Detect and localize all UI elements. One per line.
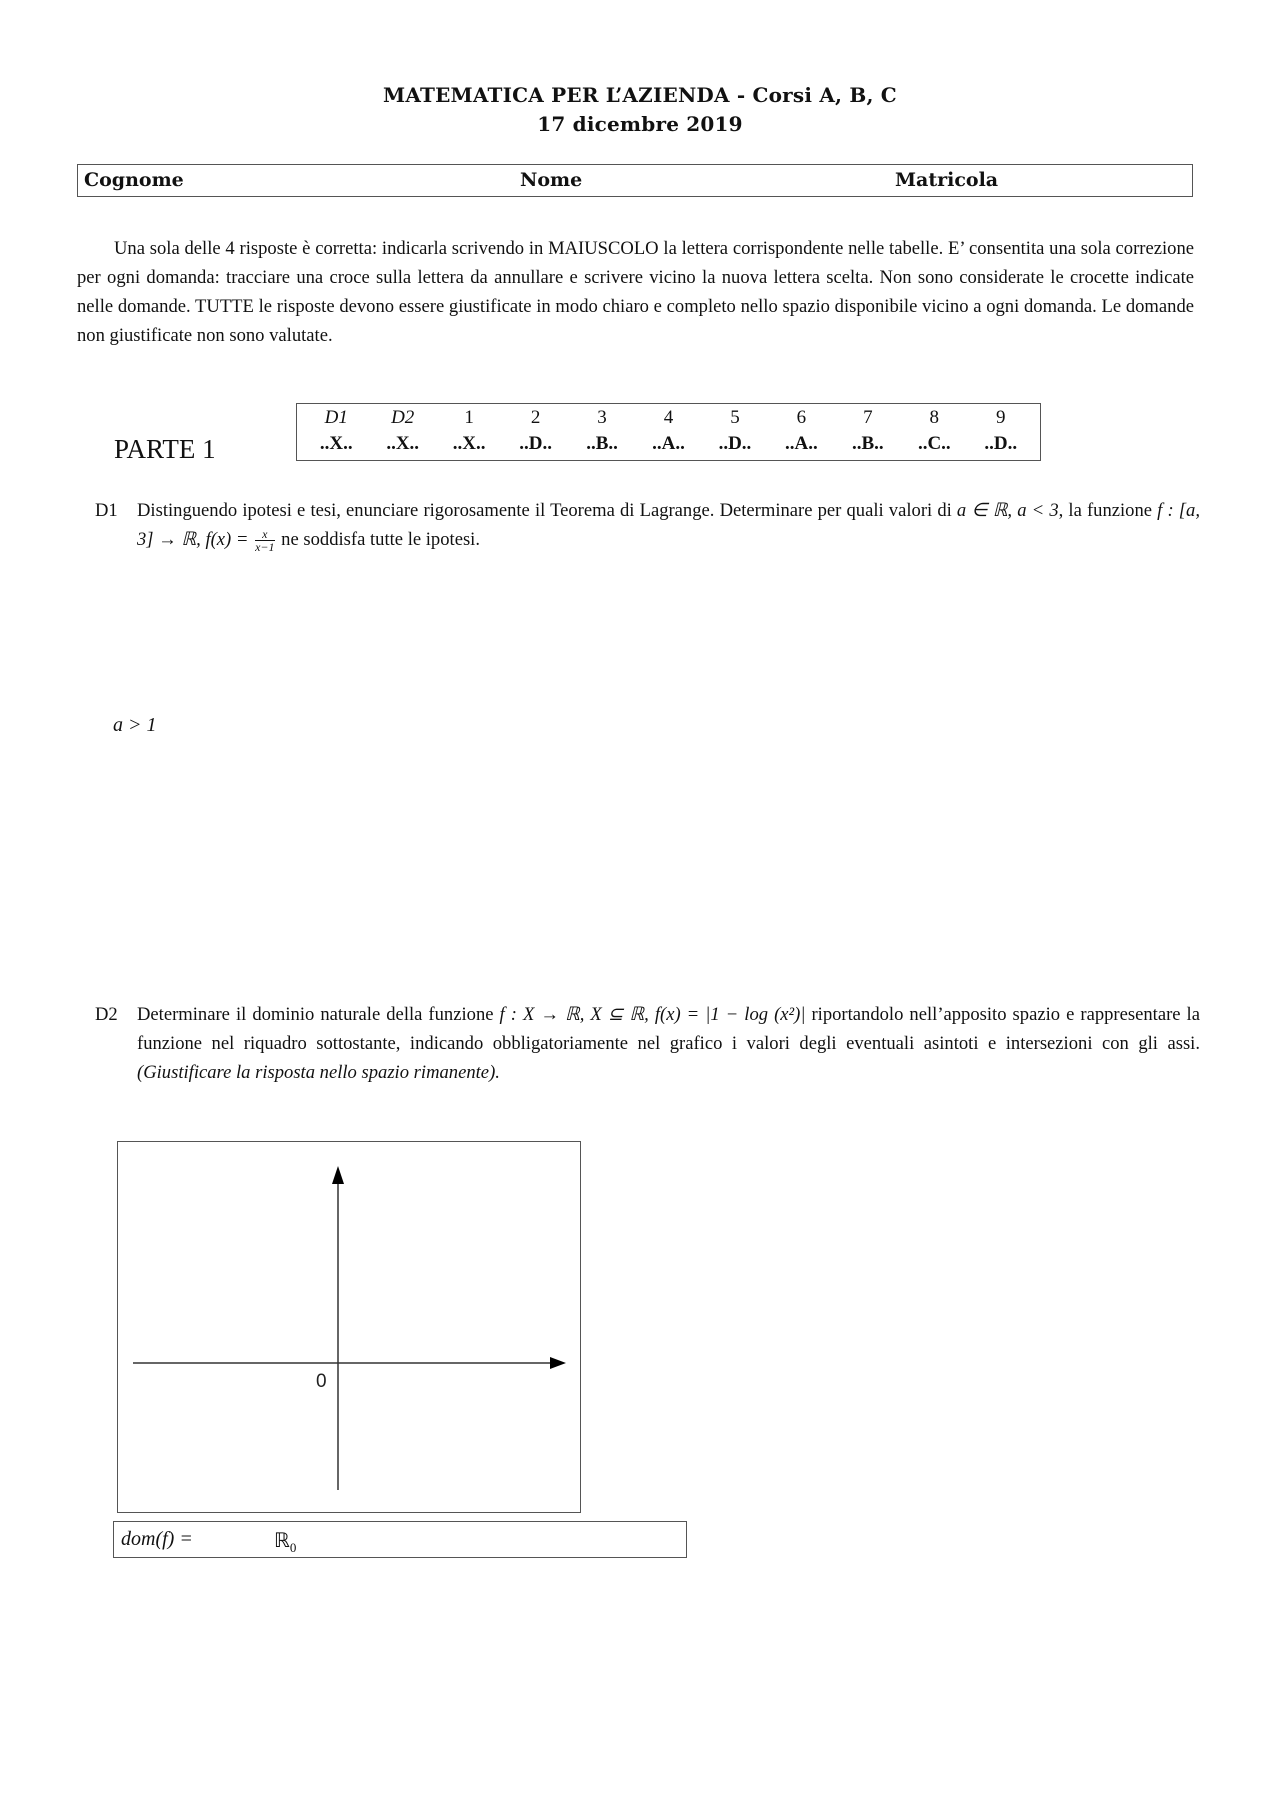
text-fragment: riportandolo nell’apposito spazio e rappresentare la funzione nel riquadro sottostante, indicando obbligatoriamente nel grafico i valori degli eventuali asintoti e intersezioni con gli assi. (137, 1004, 1200, 1054)
answer-header: D1 (324, 407, 348, 428)
student-id-field-label: Matricola (895, 169, 999, 191)
answer-header: 7 (863, 407, 873, 428)
question-label: D1 (95, 500, 118, 521)
answer-cell: ..X.. (386, 433, 420, 454)
answer-header: 8 (929, 407, 940, 428)
answer-cell: ..A.. (652, 433, 685, 454)
graph-box (117, 1141, 581, 1513)
domain-set: ℝ (274, 1530, 290, 1552)
math-expression: a ∈ ℝ, a < 3 (956, 500, 1059, 521)
answer-header: 2 (530, 407, 541, 428)
answer-cell: ..B.. (586, 433, 618, 454)
surname-field-label: Cognome (84, 169, 184, 191)
answer-header: 1 (464, 407, 474, 428)
domain-label: dom(f) = (121, 1528, 193, 1550)
name-field-label: Nome (520, 169, 583, 191)
domain-subscript: 0 (289, 1540, 297, 1555)
answer-cell: ..D.. (718, 433, 752, 454)
exam-title: MATEMATICA PER L’AZIENDA - Corsi A, B, C (383, 83, 897, 107)
italic-note: (Giustificare la risposta nello spazio rimanente). (137, 1062, 500, 1083)
math-expression: f : [a, 3] → ℝ, f(x) = (137, 500, 1200, 550)
d1-answer: a > 1 (113, 714, 157, 736)
question-text (137, 1000, 1200, 1087)
answer-cell: ..A.. (785, 433, 818, 454)
text-fragment: Distinguendo ipotesi e tesi, enunciare rigorosamente il Teorema di Lagrange. Determinare per quali valori di (137, 500, 957, 521)
domain-box (113, 1521, 687, 1558)
answer-cell: ..C.. (917, 433, 951, 454)
answer-cell: ..D.. (984, 433, 1018, 454)
origin-label: 0 (316, 1371, 327, 1392)
answer-cell: ..X.. (319, 433, 353, 454)
section-label: PARTE 1 (114, 434, 216, 464)
question-d2 (95, 1000, 1200, 1087)
answer-header: 5 (730, 407, 740, 428)
answer-header: 4 (663, 407, 674, 428)
text-fragment: , la funzione (1058, 500, 1158, 521)
fraction-numerator: x (255, 528, 274, 541)
math-expression: f : X → ℝ, X ⊆ ℝ, f(x) = |1 − log (x²)| (499, 1004, 806, 1025)
answer-header: 9 (996, 407, 1006, 428)
answer-cell: ..X.. (452, 433, 486, 454)
question-label: D2 (95, 1004, 118, 1025)
text-fragment: Determinare il dominio naturale della funzione (137, 1004, 500, 1025)
answer-header: 6 (796, 407, 807, 428)
axes-icon (118, 1142, 582, 1514)
answer-header: 3 (597, 407, 607, 428)
question-d1 (95, 496, 1200, 554)
student-info-box (77, 164, 1193, 197)
exam-date: 17 dicembre 2019 (537, 112, 743, 136)
instructions-paragraph: Una sola delle 4 risposte è corretta: indicarla scrivendo in MAIUSCOLO la lettera corrispondente nelle tabelle. E’ consentita una sola correzione per ogni domanda: tracciare una croce sulla lettera da annullare e scrivere vicino la nuova lettera scelta. Non sono considerate le crocette indicate nelle domande. TUTTE le risposte devono essere giustificate in modo chiaro e completo nello spazio disponibile vicino a ogni domanda. Le domande non giustificate non sono valutate. (77, 238, 1194, 346)
answer-table (296, 403, 1041, 461)
domain-value (274, 1528, 296, 1556)
answer-header: D2 (391, 407, 415, 428)
answer-cell: ..D.. (519, 433, 552, 454)
answer-cell: ..B.. (852, 433, 884, 454)
text-fragment: ne soddisfa tutte le ipotesi. (276, 529, 480, 550)
fraction (255, 528, 274, 553)
question-text (137, 496, 1200, 554)
fraction-denominator: x−1 (255, 540, 275, 555)
